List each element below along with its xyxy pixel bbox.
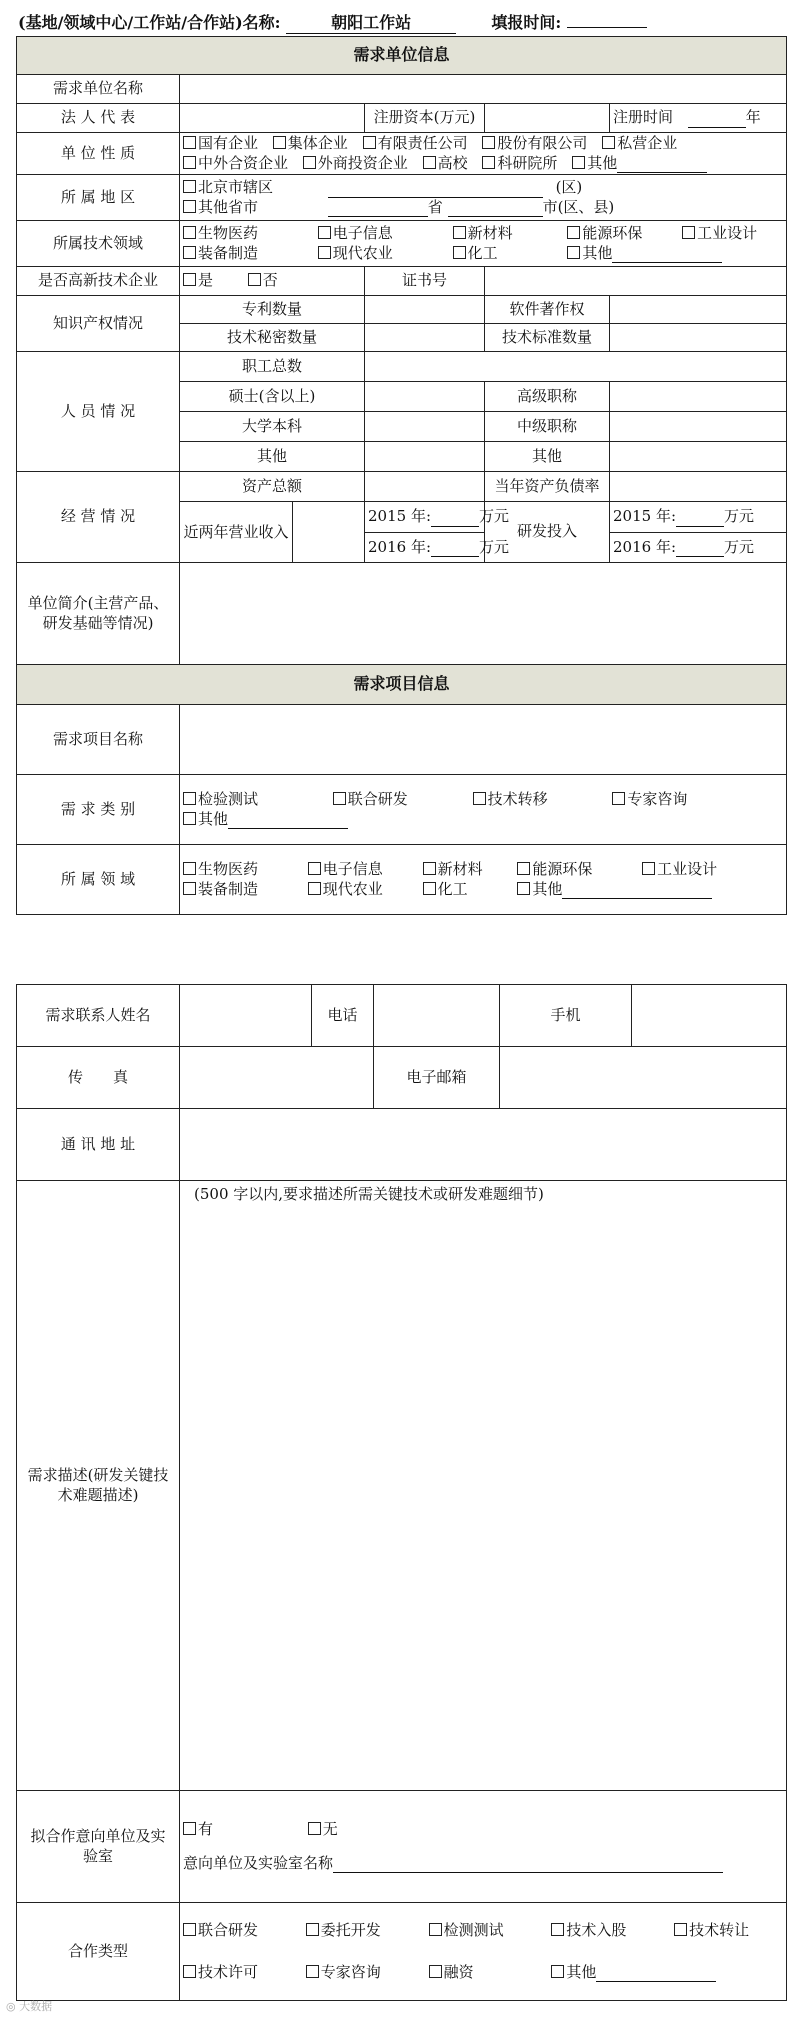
- software-copyright-field[interactable]: [610, 296, 787, 324]
- nature-option-private[interactable]: 私营企业: [602, 134, 677, 154]
- checkbox-icon: [642, 862, 655, 875]
- contact-name-field[interactable]: [180, 985, 312, 1047]
- phone-field[interactable]: [374, 985, 500, 1047]
- checkbox-icon: [429, 1923, 442, 1936]
- field-other-field[interactable]: [562, 898, 712, 899]
- coop-has-option[interactable]: 有: [183, 1820, 293, 1840]
- field-option-energy[interactable]: 能源环保: [517, 860, 627, 880]
- checkbox-icon: [248, 273, 261, 286]
- reg-time-cell: [610, 104, 787, 133]
- rd-2015-field[interactable]: [676, 526, 724, 527]
- checkbox-icon: [423, 862, 436, 875]
- year-suffix: 年: [745, 108, 761, 127]
- nature-options: [180, 133, 787, 175]
- rd-2016-field[interactable]: [676, 556, 724, 557]
- checkbox-icon: [183, 273, 196, 286]
- reg-time-field[interactable]: [688, 127, 746, 128]
- reg-capital-field[interactable]: [485, 104, 610, 133]
- fax-label: 传 真: [17, 1047, 180, 1109]
- region-shi: 市(区、县): [542, 197, 615, 216]
- masters-label: 硕士(含以上): [180, 382, 365, 412]
- cert-field[interactable]: [485, 267, 787, 296]
- masters-field[interactable]: [365, 382, 485, 412]
- nature-label: 单 位 性 质: [17, 133, 180, 175]
- senior-title-field[interactable]: [610, 382, 787, 412]
- tech-other-field[interactable]: [612, 262, 722, 263]
- category-option-consulting[interactable]: 专家咨询: [612, 790, 687, 810]
- field-option-other[interactable]: 其他: [517, 880, 712, 900]
- fill-time-label: 填报时间:: [491, 13, 562, 32]
- checkbox-icon: [612, 792, 625, 805]
- coop-type-label: 合作类型: [17, 1903, 180, 2001]
- region-option-beijing[interactable]: 北京市辖区: [183, 178, 323, 198]
- checkbox-icon: [308, 882, 321, 895]
- rd-2016: 2016 年: 万元: [610, 532, 787, 563]
- checkbox-icon: [183, 862, 196, 875]
- debt-ratio-field[interactable]: [610, 472, 787, 502]
- address-label: 通 讯 地 址: [17, 1109, 180, 1181]
- nature-option-state[interactable]: 国有企业: [183, 134, 258, 154]
- coop-option-joint-rd[interactable]: 联合研发: [183, 1921, 291, 1941]
- desc-hint: (500 字以内,要求描述所需关键技术或研发难题细节): [194, 1185, 544, 1203]
- section-title-project-info: 需求项目信息: [17, 665, 787, 705]
- field-option-design[interactable]: 工业设计: [642, 860, 717, 880]
- coop-unit-name-field[interactable]: [333, 1872, 723, 1873]
- coop-type-options: [180, 1903, 787, 2001]
- patent-count-label: 专利数量: [180, 296, 365, 324]
- contact-table: [16, 984, 787, 2001]
- checkbox-icon: [551, 1923, 564, 1936]
- checkbox-icon: [183, 136, 196, 149]
- mobile-field[interactable]: [632, 985, 787, 1047]
- fax-field[interactable]: [180, 1047, 374, 1109]
- checkbox-icon: [306, 1923, 319, 1936]
- nature-option-collective[interactable]: 集体企业: [273, 134, 348, 154]
- category-option-joint-rd[interactable]: 联合研发: [333, 790, 458, 810]
- hightech-options: [180, 267, 365, 296]
- checkbox-icon: [517, 882, 530, 895]
- desc-label: 需求描述(研发关键技术难题描述): [17, 1181, 180, 1791]
- category-options: [180, 775, 787, 845]
- field-option-agriculture[interactable]: 现代农业: [308, 880, 408, 900]
- checkbox-icon: [567, 226, 580, 239]
- checkbox-icon: [183, 792, 196, 805]
- section-title-unit-info: 需求单位信息: [17, 37, 787, 75]
- total-assets-label: 资产总额: [180, 472, 365, 502]
- legal-rep-label: 法 人 代 表: [17, 104, 180, 133]
- tech-option-equipment[interactable]: 装备制造: [183, 244, 303, 264]
- coop-option-license[interactable]: 技术许可: [183, 1963, 291, 1983]
- tech-option-biomed[interactable]: 生物医药: [183, 224, 303, 244]
- rd-label: 研发投入: [485, 502, 610, 563]
- form-header: [18, 10, 647, 34]
- hightech-yes[interactable]: 是: [183, 271, 213, 291]
- checkbox-icon: [551, 1965, 564, 1978]
- unit-info-table: [16, 36, 787, 915]
- checkbox-icon: [183, 180, 196, 193]
- nature-option-joint-stock[interactable]: 股份有限公司: [482, 134, 587, 154]
- coop-option-consulting[interactable]: 专家咨询: [306, 1963, 414, 1983]
- tech-field-options: [180, 221, 787, 267]
- bachelor-label: 大学本科: [180, 412, 365, 442]
- revenue-label: 近两年营业收入: [180, 502, 293, 562]
- watermark-icon: ◎: [6, 2000, 16, 2013]
- debt-ratio-label: 当年资产负债率: [485, 472, 610, 502]
- checkbox-icon: [273, 136, 286, 149]
- region-sheng: 省: [427, 197, 443, 216]
- revenue-2016: 2016 年: 万元: [365, 532, 485, 563]
- email-field[interactable]: [500, 1047, 787, 1109]
- tech-secret-field[interactable]: [365, 324, 485, 352]
- coop-unit-cell: [180, 1791, 787, 1903]
- total-assets-field[interactable]: [365, 472, 485, 502]
- tech-option-other[interactable]: 其他: [567, 244, 722, 264]
- checkbox-icon: [517, 862, 530, 875]
- revenue-cell: [180, 502, 365, 563]
- bachelor-field[interactable]: [365, 412, 485, 442]
- checkbox-icon: [423, 156, 436, 169]
- checkbox-icon: [183, 812, 196, 825]
- intro-field[interactable]: [180, 563, 787, 665]
- ops-label: 经 营 情 况: [17, 472, 180, 563]
- hightech-label: 是否高新技术企业: [17, 267, 180, 296]
- checkbox-icon: [567, 246, 580, 259]
- coop-unit-name-label: 意向单位及实验室名称: [183, 1853, 334, 1872]
- checkbox-icon: [602, 136, 615, 149]
- checkbox-icon: [423, 882, 436, 895]
- reg-time-label: 注册时间: [613, 108, 674, 127]
- coop-option-testing[interactable]: 检测测试: [429, 1921, 537, 1941]
- phone-label: 电话: [312, 985, 374, 1047]
- region-option-other[interactable]: 其他省市: [183, 198, 323, 218]
- mid-title-field[interactable]: [610, 412, 787, 442]
- category-other-field[interactable]: [228, 828, 348, 829]
- email-label: 电子邮箱: [374, 1047, 500, 1109]
- coop-unit-label: 拟合作意向单位及实验室: [17, 1791, 180, 1903]
- unit-name-field[interactable]: [180, 75, 787, 104]
- staff-total-label: 职工总数: [180, 352, 365, 382]
- coop-other-field[interactable]: [596, 1981, 716, 1982]
- nature-other-field[interactable]: [617, 172, 707, 173]
- checkbox-icon: [674, 1923, 687, 1936]
- region-label: 所 属 地 区: [17, 175, 180, 221]
- project-field-label: 所 属 领 域: [17, 845, 180, 915]
- revenue-2015: 2015 年: 万元: [365, 502, 485, 533]
- mid-title-label: 中级职称: [485, 412, 610, 442]
- legal-rep-field[interactable]: [180, 104, 365, 133]
- staff-label: 人 员 情 况: [17, 352, 180, 472]
- tech-option-materials[interactable]: 新材料: [453, 224, 553, 244]
- checkbox-icon: [183, 882, 196, 895]
- coop-option-other[interactable]: 其他: [551, 1963, 716, 1983]
- coop-none-option[interactable]: 无: [308, 1820, 338, 1840]
- field-option-chemical[interactable]: 化工: [423, 880, 503, 900]
- field-option-materials[interactable]: 新材料: [423, 860, 503, 880]
- patent-count-field[interactable]: [365, 296, 485, 324]
- nature-option-foreign[interactable]: 外商投资企业: [303, 154, 408, 174]
- cert-label: 证书号: [365, 267, 485, 296]
- region-province-field[interactable]: [328, 216, 428, 217]
- hightech-no[interactable]: 否: [248, 271, 278, 291]
- checkbox-icon: [183, 1923, 196, 1936]
- checkbox-icon: [183, 226, 196, 239]
- software-copyright-label: 软件著作权: [485, 296, 610, 324]
- header-prefix: (基地/领域中心/工作站/合作站)名称:: [18, 13, 281, 32]
- station-name: 朝阳工作站: [286, 10, 456, 34]
- tech-standard-label: 技术标准数量: [485, 324, 610, 352]
- checkbox-icon: [482, 136, 495, 149]
- category-label: 需 求 类 别: [17, 775, 180, 845]
- checkbox-icon: [318, 246, 331, 259]
- address-field[interactable]: [180, 1109, 787, 1181]
- checkbox-icon: [333, 792, 346, 805]
- revenue-2015-field[interactable]: [431, 526, 479, 527]
- checkbox-icon: [572, 156, 585, 169]
- checkbox-icon: [318, 226, 331, 239]
- nature-option-llc[interactable]: 有限责任公司: [363, 134, 468, 154]
- checkbox-icon: [183, 246, 196, 259]
- checkbox-icon: [306, 1965, 319, 1978]
- checkbox-icon: [183, 1822, 196, 1835]
- revenue-2016-field[interactable]: [431, 556, 479, 557]
- coop-option-equity[interactable]: 技术入股: [551, 1921, 659, 1941]
- category-option-transfer[interactable]: 技术转移: [473, 790, 598, 810]
- nature-option-university[interactable]: 高校: [423, 154, 468, 174]
- project-name-label: 需求项目名称: [17, 705, 180, 775]
- coop-option-commissioned[interactable]: 委托开发: [306, 1921, 414, 1941]
- contact-name-label: 需求联系人姓名: [17, 985, 180, 1047]
- unit-name-label: 需求单位名称: [17, 75, 180, 104]
- title-others-label: 其他: [485, 442, 610, 472]
- staff-others-field[interactable]: [365, 442, 485, 472]
- checkbox-icon: [308, 1822, 321, 1835]
- reg-capital-label: 注册资本(万元): [365, 104, 485, 133]
- field-option-electronics[interactable]: 电子信息: [308, 860, 408, 880]
- checkbox-icon: [183, 156, 196, 169]
- tech-field-label: 所属技术领域: [17, 221, 180, 267]
- checkbox-icon: [453, 226, 466, 239]
- region-city-field[interactable]: [448, 216, 543, 217]
- project-name-field[interactable]: [180, 705, 787, 775]
- fill-time-field[interactable]: [567, 27, 647, 28]
- tech-standard-field[interactable]: [610, 324, 787, 352]
- tech-secret-label: 技术秘密数量: [180, 324, 365, 352]
- checkbox-icon: [183, 1965, 196, 1978]
- mobile-label: 手机: [500, 985, 632, 1047]
- staff-others-label: 其他: [180, 442, 365, 472]
- tech-option-energy[interactable]: 能源环保: [567, 224, 667, 244]
- nature-option-other[interactable]: 其他: [572, 154, 707, 174]
- checkbox-icon: [453, 246, 466, 259]
- checkbox-icon: [482, 156, 495, 169]
- tech-option-agriculture[interactable]: 现代农业: [318, 244, 438, 264]
- field-option-equipment[interactable]: 装备制造: [183, 880, 293, 900]
- checkbox-icon: [183, 200, 196, 213]
- nature-option-institute[interactable]: 科研院所: [482, 154, 557, 174]
- coop-option-transfer[interactable]: 技术转让: [674, 1921, 749, 1941]
- checkbox-icon: [429, 1965, 442, 1978]
- coop-option-financing[interactable]: 融资: [429, 1963, 537, 1983]
- field-option-biomed[interactable]: 生物医药: [183, 860, 293, 880]
- title-others-field[interactable]: [610, 442, 787, 472]
- watermark: ◎ 大数据: [6, 2000, 53, 2013]
- checkbox-icon: [363, 136, 376, 149]
- nature-option-jv[interactable]: 中外合资企业: [183, 154, 288, 174]
- staff-total-field[interactable]: [365, 352, 787, 382]
- checkbox-icon: [682, 226, 695, 239]
- desc-field[interactable]: [180, 1181, 787, 1791]
- region-options: [180, 175, 787, 221]
- checkbox-icon: [303, 156, 316, 169]
- region-qu: (区): [555, 178, 583, 196]
- intro-label: 单位简介(主营产品、研发基础等情况): [17, 563, 180, 665]
- rd-2015: 2015 年: 万元: [610, 502, 787, 533]
- tech-option-design[interactable]: 工业设计: [682, 224, 757, 244]
- checkbox-icon: [473, 792, 486, 805]
- category-option-other[interactable]: 其他: [183, 810, 348, 830]
- tech-option-chemical[interactable]: 化工: [453, 244, 553, 264]
- tech-option-electronics[interactable]: 电子信息: [318, 224, 438, 244]
- project-field-options: [180, 845, 787, 915]
- senior-title-label: 高级职称: [485, 382, 610, 412]
- ip-label: 知识产权情况: [17, 296, 180, 352]
- checkbox-icon: [308, 862, 321, 875]
- category-option-testing[interactable]: 检验测试: [183, 790, 318, 810]
